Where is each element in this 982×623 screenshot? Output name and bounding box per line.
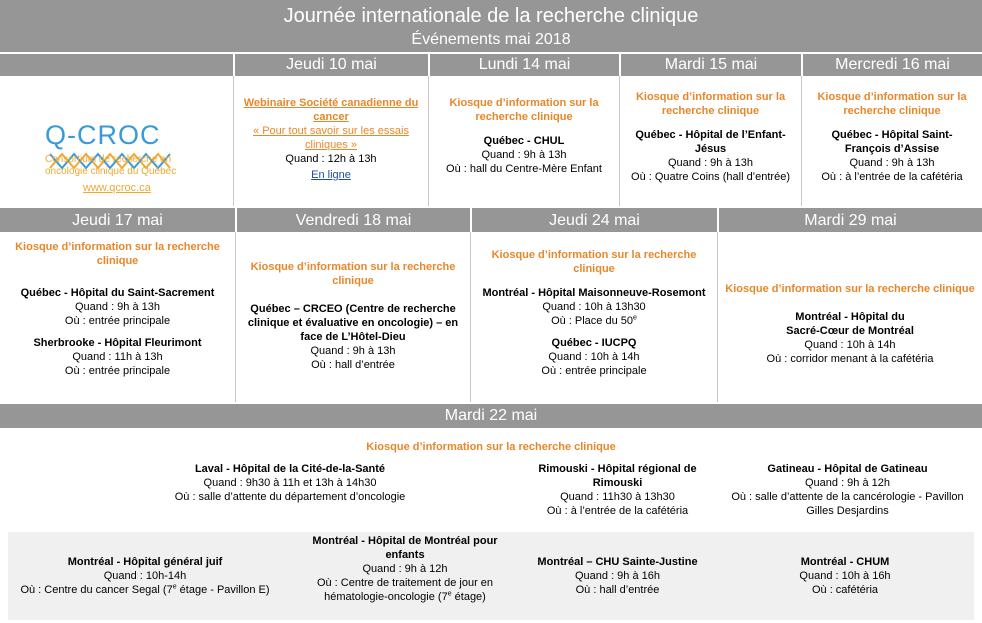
event-sacre-coeur: [718, 282, 982, 382]
event-where: Où : cafétéria: [811, 584, 879, 596]
event-when: Quand : 10h à 16h: [799, 570, 891, 582]
event-title: Kiosque d’information sur la recherche clinique: [725, 283, 975, 295]
event-when: Quand : 9h à 13h: [667, 157, 753, 169]
event-sacrement-fleurimont: [0, 240, 235, 385]
event-when: Quand : 11h à 13h: [72, 351, 163, 363]
online-link[interactable]: En ligne: [311, 169, 351, 181]
day-header-jeudi-10: Jeudi 10 mai: [235, 54, 428, 76]
event-title: Kiosque d’information sur la recherche clinique: [635, 91, 786, 117]
event-when: Quand : 10h à 13h30: [542, 301, 646, 313]
event-where: Où : entrée principale: [64, 315, 171, 327]
event-place: Gatineau - Hôpital de Gatineau: [767, 463, 928, 475]
event-when: Quand : 9h à 13h: [74, 301, 160, 313]
event-place: Québec - Hôpital du Saint-Sacrement: [20, 287, 215, 299]
event-place: Québec - IUCPQ: [551, 337, 637, 349]
event-where: Où : hall d’entrée: [311, 359, 395, 371]
day-header-mardi-15: Mardi 15 mai: [621, 54, 801, 76]
event-when: Quand : 10h-14h: [103, 570, 187, 582]
event-where: Où : à l’entrée de la cafétéria: [546, 505, 689, 517]
event-title: Kiosque d’information sur la recherche clinique: [250, 261, 456, 287]
event-when: Quand : 11h30 à 13h30: [560, 491, 675, 503]
logo-tagline: Consortium de recherche en oncologie clinique du Québec: [45, 154, 177, 177]
day-header-vendredi-18: Vendredi 18 mai: [237, 210, 470, 232]
event-when: Quand : 10h à 14h: [804, 339, 896, 351]
event-title: Kiosque d’information sur la recherche clinique: [449, 97, 599, 123]
event-maisonneuve-iucpq: [471, 248, 717, 393]
event-where: Où : salle d’attente du département d’oncologie: [174, 491, 406, 503]
event-gatineau: [725, 462, 970, 522]
event-place: Québec - CHUL: [483, 135, 565, 147]
event-place: Montréal - Hôpital de Montréal pour enfants: [312, 535, 498, 561]
event-where: Où : hall d’entrée: [575, 584, 660, 596]
event-where: Où : corridor menant à la cafétéria: [766, 353, 934, 365]
day-header-mardi-29: Mardi 29 mai: [719, 210, 982, 232]
logo-block: [0, 76, 234, 206]
day-header-mercredi-16: Mercredi 16 mai: [803, 54, 982, 76]
page-subtitle: Événements mai 2018: [411, 31, 571, 48]
event-place: Québec - Hôpital de l’Enfant-Jésus: [635, 129, 786, 155]
event-where: Où : Quatre Coins (hall d’entrée): [631, 171, 790, 183]
title-banner: [0, 0, 982, 52]
event-laval: [150, 462, 430, 522]
day-header-mardi-22: Mardi 22 mai: [0, 404, 982, 428]
event-when: Quand : 9h à 16h: [574, 570, 660, 582]
event-montreal-enfants: [300, 534, 510, 609]
event-place: Montréal – CHU Sainte-Justine: [537, 556, 698, 568]
event-where: Où : entrée principale: [541, 365, 647, 377]
day-header-lundi-14: Lundi 14 mai: [430, 54, 619, 76]
event-when: Quand : 9h30 à 11h et 13h à 14h30: [203, 477, 377, 489]
event-place: Montréal - Hôpital du Sacré-Cœur de Montréal: [786, 311, 914, 337]
event-title: Kiosque d’information sur la recherche clinique: [817, 91, 967, 117]
event-when: Quand : 9h à 13h: [310, 345, 396, 357]
page-title: Journée internationale de la recherche clinique: [283, 5, 699, 27]
event-where: Où : Centre du cancer Segal (7e étage - Pavillon E): [20, 583, 270, 596]
event-when: Quand : 9h à 12h: [362, 563, 448, 575]
event-enfant-jesus: [620, 90, 801, 200]
event-when: Quand : 9h à 12h: [804, 477, 890, 489]
event-place: Sherbrooke - Hôpital Fleurimont: [33, 337, 202, 349]
event-quote: « Pour tout savoir sur les essais cliniques »: [253, 125, 409, 151]
event-general-juif: [10, 555, 280, 605]
event-where: Où : salle d’attente de la cancérologie - Pavillon Gilles Desjardins: [731, 491, 964, 517]
event-sainte-justine: [530, 555, 705, 605]
event-where: Où : Centre de traitement de jour en hématologie-oncologie (7e étage): [316, 577, 494, 603]
event-title: Webinaire Société canadienne du cancer: [243, 97, 419, 123]
event-when: Quand : 9h à 13h: [849, 157, 935, 169]
logo-name: Q-CROC: [45, 120, 161, 150]
event-when: Quand : 9h à 13h: [481, 149, 567, 161]
event-title: Kiosque d’information sur la recherche clinique: [366, 441, 616, 453]
event-place: Québec – CRCEO (Centre de recherche clinique et évaluative en oncologie) – en face de L’Hôtel-Dieu: [247, 303, 459, 343]
event-place: Montréal - Hôpital général juif: [67, 556, 223, 568]
day-header-jeudi-17: Jeudi 17 mai: [0, 210, 235, 232]
event-when: Quand : 10h à 14h: [548, 351, 640, 363]
event-place: Québec - Hôpital Saint-François d’Assise: [831, 129, 953, 155]
event-place: Rimouski - Hôpital régional de Rimouski: [538, 463, 697, 489]
event-saint-francois: [802, 90, 982, 200]
event-chul: [429, 96, 619, 196]
event-webinaire: [234, 96, 428, 190]
event-place: Montréal - CHUM: [800, 556, 890, 568]
event-place: Montréal - Hôpital Maisonneuve-Rosemont: [482, 287, 706, 299]
event-where: Où : Place du 50e: [551, 314, 637, 327]
event-rimouski: [530, 462, 705, 522]
event-where: Où : hall du Centre-Mère Enfant: [446, 163, 602, 175]
event-title: Kiosque d’information sur la recherche clinique: [491, 249, 697, 275]
day-header-jeudi-24: Jeudi 24 mai: [472, 210, 717, 232]
event-where: Où : à l’entrée de la cafétéria: [821, 171, 963, 183]
event-crceo: [236, 260, 470, 380]
event-when: Quand : 12h à 13h: [285, 153, 377, 165]
logo-url-link[interactable]: www.qcroc.ca: [83, 182, 151, 194]
event-title: Kiosque d’information sur la recherche clinique: [15, 241, 220, 267]
event-place: Laval - Hôpital de la Cité-de-la-Santé: [194, 463, 386, 475]
event-chum: [745, 555, 945, 605]
event-where: Où : entrée principale: [64, 365, 171, 377]
